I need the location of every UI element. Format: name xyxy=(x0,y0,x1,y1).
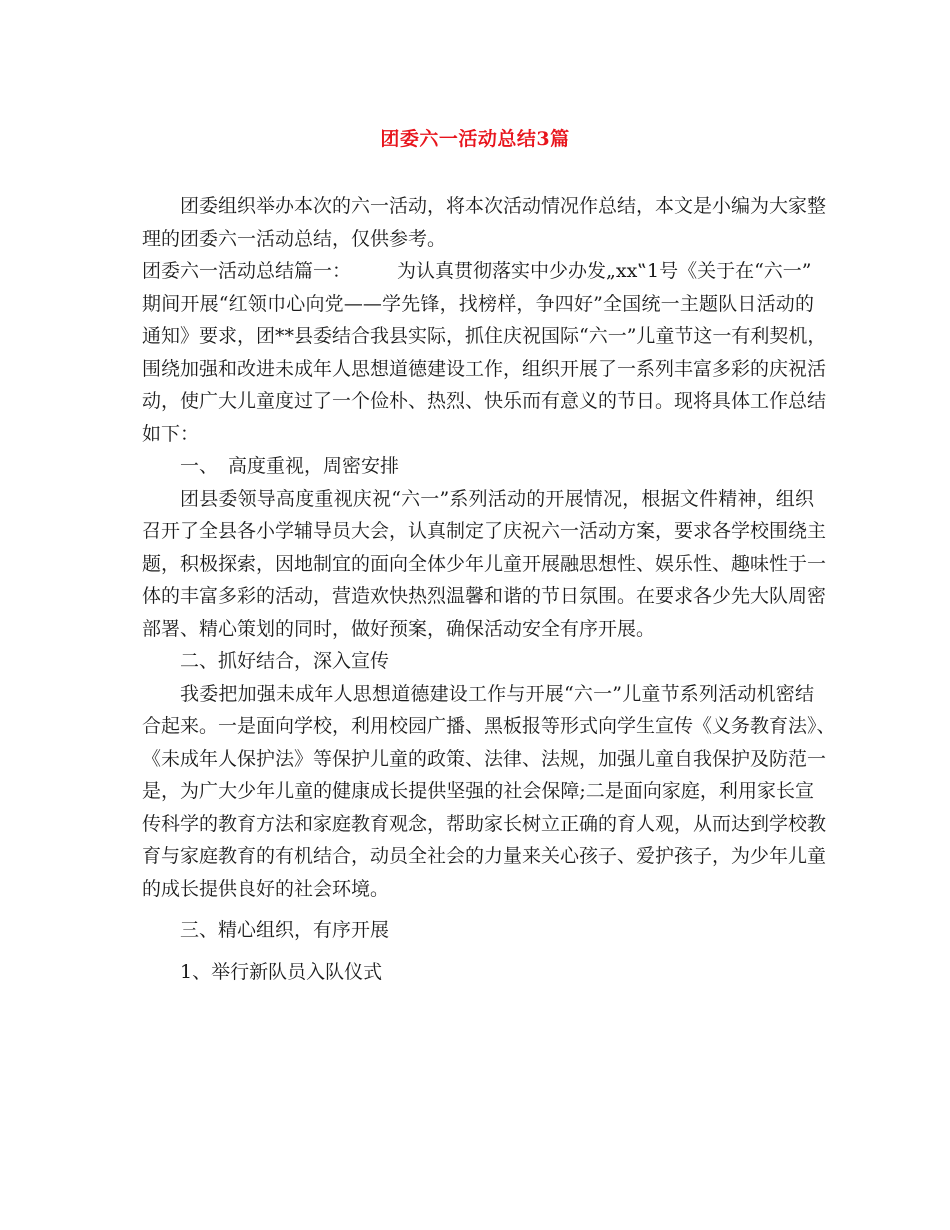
paragraph-line: 题，积极探索，因地制宜的面向全体少年儿童开展融思想性、娱乐性、趣味性于一 xyxy=(142,552,827,575)
paragraph-line: 是，为广大少年儿童的健康成长提供坚强的社会保障;二是面向家庭，利用家长宣 xyxy=(142,780,814,802)
paragraph-line: 部署、精心策划的同时，做好预案，确保活动安全有序开展。 xyxy=(142,617,656,640)
section-number: 一、 xyxy=(180,455,219,477)
part-label: 团委六一活动总结篇一： xyxy=(142,260,352,282)
intro-line: 理的团委六一活动总结，仅供参考。 xyxy=(142,227,447,250)
section-heading-3: 三、精心组织，有序开展 xyxy=(180,919,390,941)
document-body xyxy=(142,190,836,988)
section-heading-text: 高度重视，周密安排 xyxy=(228,455,400,477)
paragraph-line: 《未成年人保护法》等保护儿童的政策、法律、法规，加强儿童自我保护及防范一 xyxy=(142,747,827,770)
paragraph-line: 动，使广大儿童度过了一个俭朴、热烈、快乐而有意义的节日。现将具体工作总结 xyxy=(142,390,827,412)
part-intro-text: 为认真贯彻落实中少办发„xx‟1号《关于在“六一” xyxy=(397,260,812,282)
paragraph-line: 的成长提供良好的社会环境。 xyxy=(142,877,390,900)
paragraph-line: 传科学的教育方法和家庭教育观念，帮助家长树立正确的育人观，从而达到学校教 xyxy=(142,812,827,835)
paragraph-line: 育与家庭教育的有机结合，动员全社会的力量来关心孩子、爱护孩子，为少年儿童 xyxy=(142,845,827,867)
paragraph-line: 通知》要求，团**县委结合我县实际，抓住庆祝国际“六一”儿童节这一有利契机， xyxy=(142,325,827,347)
part-heading-line xyxy=(142,255,814,288)
paragraph-line: 合起来。一是面向学校，利用校园广播、黑板报等形式向学生宣传《义务教育法》、 xyxy=(142,715,836,737)
paragraph-line: 我委把加强未成年人思想道德建设工作与开展“六一”儿童节系列活动机密结 xyxy=(180,682,814,705)
paragraph-line: 期间开展“红领巾心向党——学先锋，找榜样，争四好”全国统一主题队日活动的 xyxy=(142,292,814,315)
paragraph-line: 围绕加强和改进未成年人思想道德建设工作，组织开展了一系列丰富多彩的庆祝活 xyxy=(142,357,827,380)
document-title: 团委六一活动总结3篇 xyxy=(380,128,570,150)
section-heading-1 xyxy=(142,450,814,483)
section-heading-2: 二、抓好结合，深入宣传 xyxy=(180,650,390,672)
paragraph-line: 团县委领导高度重视庆祝“六一”系列活动的开展情况，根据文件精神，组织 xyxy=(180,487,814,510)
paragraph-line: 体的丰富多彩的活动，营造欢快热烈温馨和谐的节日氛围。在要求各少先大队周密 xyxy=(142,585,827,607)
paragraph-line: 召开了全县各小学辅导员大会，认真制定了庆祝六一活动方案，要求各学校围绕主 xyxy=(142,520,827,542)
paragraph-line: 如下： xyxy=(142,422,200,445)
list-item: 1、举行新队员入队仪式 xyxy=(180,960,383,983)
intro-line: 团委组织举办本次的六一活动，将本次活动情况作总结，本文是小编为大家整 xyxy=(180,195,827,217)
